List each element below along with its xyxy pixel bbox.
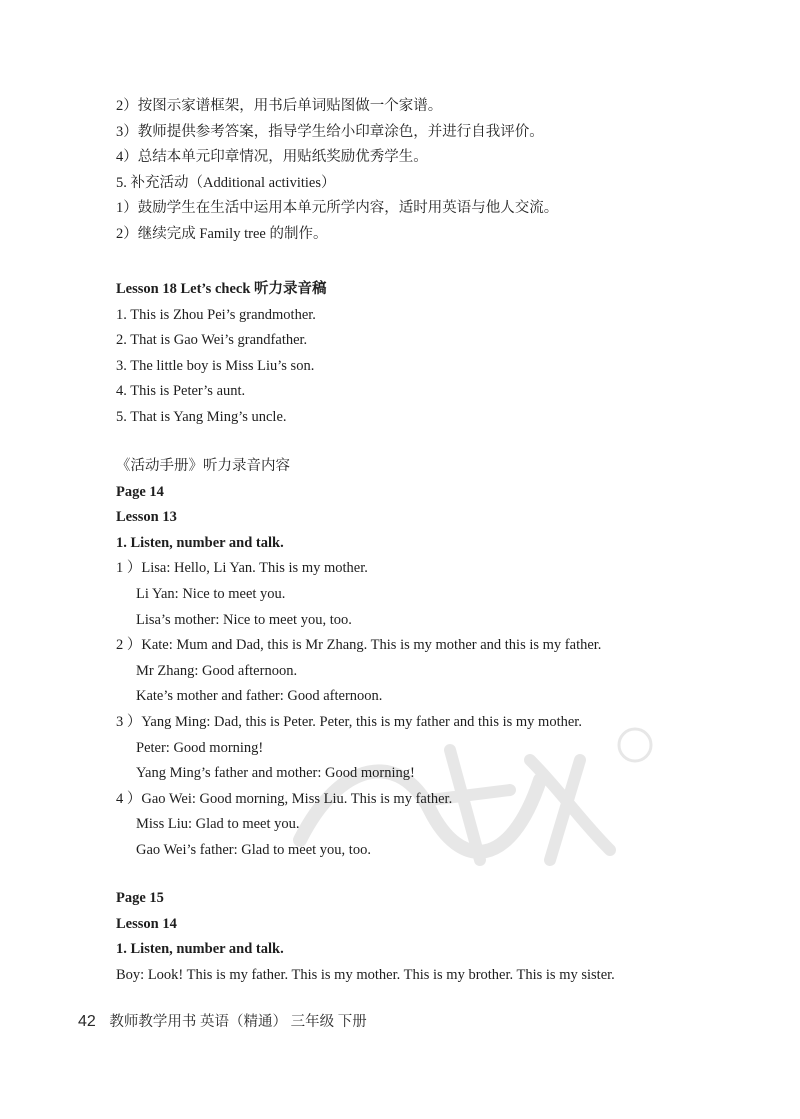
intro-steps (116, 94, 676, 248)
page-footer (78, 1010, 367, 1031)
dialogue-line: Yang Ming’s father and mother: Good morning! (136, 765, 415, 782)
lesson18-section (116, 277, 676, 431)
list-item: 5. That is Yang Ming’s uncle. (116, 408, 287, 425)
dialogue-line: 2 ）Kate: Mum and Dad, this is Mr Zhang. This is my mother and this is my father. (116, 637, 602, 654)
step-line: 4）总结本单元印章情况，用贴纸奖励优秀学生。 (116, 149, 428, 166)
step-line: 5. 补充活动（Additional activities） (116, 174, 336, 191)
step-line: 2）按图示家谱框架，用书后单词贴图做一个家谱。 (116, 98, 443, 114)
dialogue-line: 3 ）Yang Ming: Dad, this is Peter. Peter, this is my father and this is my mother. (116, 713, 582, 730)
page15-section (116, 886, 676, 988)
dialogue-line: Gao Wei’s father: Glad to meet you, too. (136, 841, 371, 858)
task-heading: 1. Listen, number and talk. (116, 941, 284, 958)
dialogue-line: Mr Zhang: Good afternoon. (136, 662, 298, 679)
dialogue-line: 1 ）Lisa: Hello, Li Yan. This is my mother. (116, 560, 368, 577)
list-item: 4. This is Peter’s aunt. (116, 383, 246, 400)
activity-book-section (116, 454, 676, 864)
step-line: 3）教师提供参考答案，指导学生给小印章涂色，并进行自我评价。 (116, 123, 544, 140)
activity-book-title: 《活动手册》听力录音内容 (116, 458, 290, 474)
list-item: 1. This is Zhou Pei’s grandmother. (116, 306, 316, 323)
dialogue-line: Peter: Good morning! (136, 739, 264, 756)
dialogue-line: Li Yan: Nice to meet you. (136, 585, 286, 602)
page-number: 42 (78, 1013, 96, 1030)
step-line: 1）鼓励学生在生活中运用本单元所学内容，适时用英语与他人交流。 (116, 200, 559, 217)
task-heading: 1. Listen, number and talk. (116, 534, 284, 551)
list-item: 3. The little boy is Miss Liu’s son. (116, 357, 315, 374)
dialogue-line: Kate’s mother and father: Good afternoon. (136, 688, 383, 705)
dialogue-line: Boy: Look! This is my father. This is my mother. This is my brother. This is my sister. (116, 966, 615, 983)
page-14-heading: Page 14 (116, 483, 164, 500)
page-15-heading: Page 15 (116, 890, 164, 906)
lesson14-heading: Lesson 14 (116, 915, 177, 932)
dialogue-line: 4 ）Gao Wei: Good morning, Miss Liu. This is my father. (116, 790, 453, 807)
dialogue-line: Lisa’s mother: Nice to meet you, too. (136, 611, 352, 628)
lesson18-title: Lesson 18 Let’s check 听力录音稿 (116, 281, 327, 297)
lesson13-heading: Lesson 13 (116, 509, 177, 526)
step-line: 2）继续完成 Family tree 的制作。 (116, 225, 328, 242)
dialogue-line: Miss Liu: Glad to meet you. (136, 816, 300, 833)
list-item: 2. That is Gao Wei’s grandfather. (116, 332, 308, 349)
book-title: 教师教学用书 英语（精通） 三年级 下册 (109, 1014, 367, 1030)
